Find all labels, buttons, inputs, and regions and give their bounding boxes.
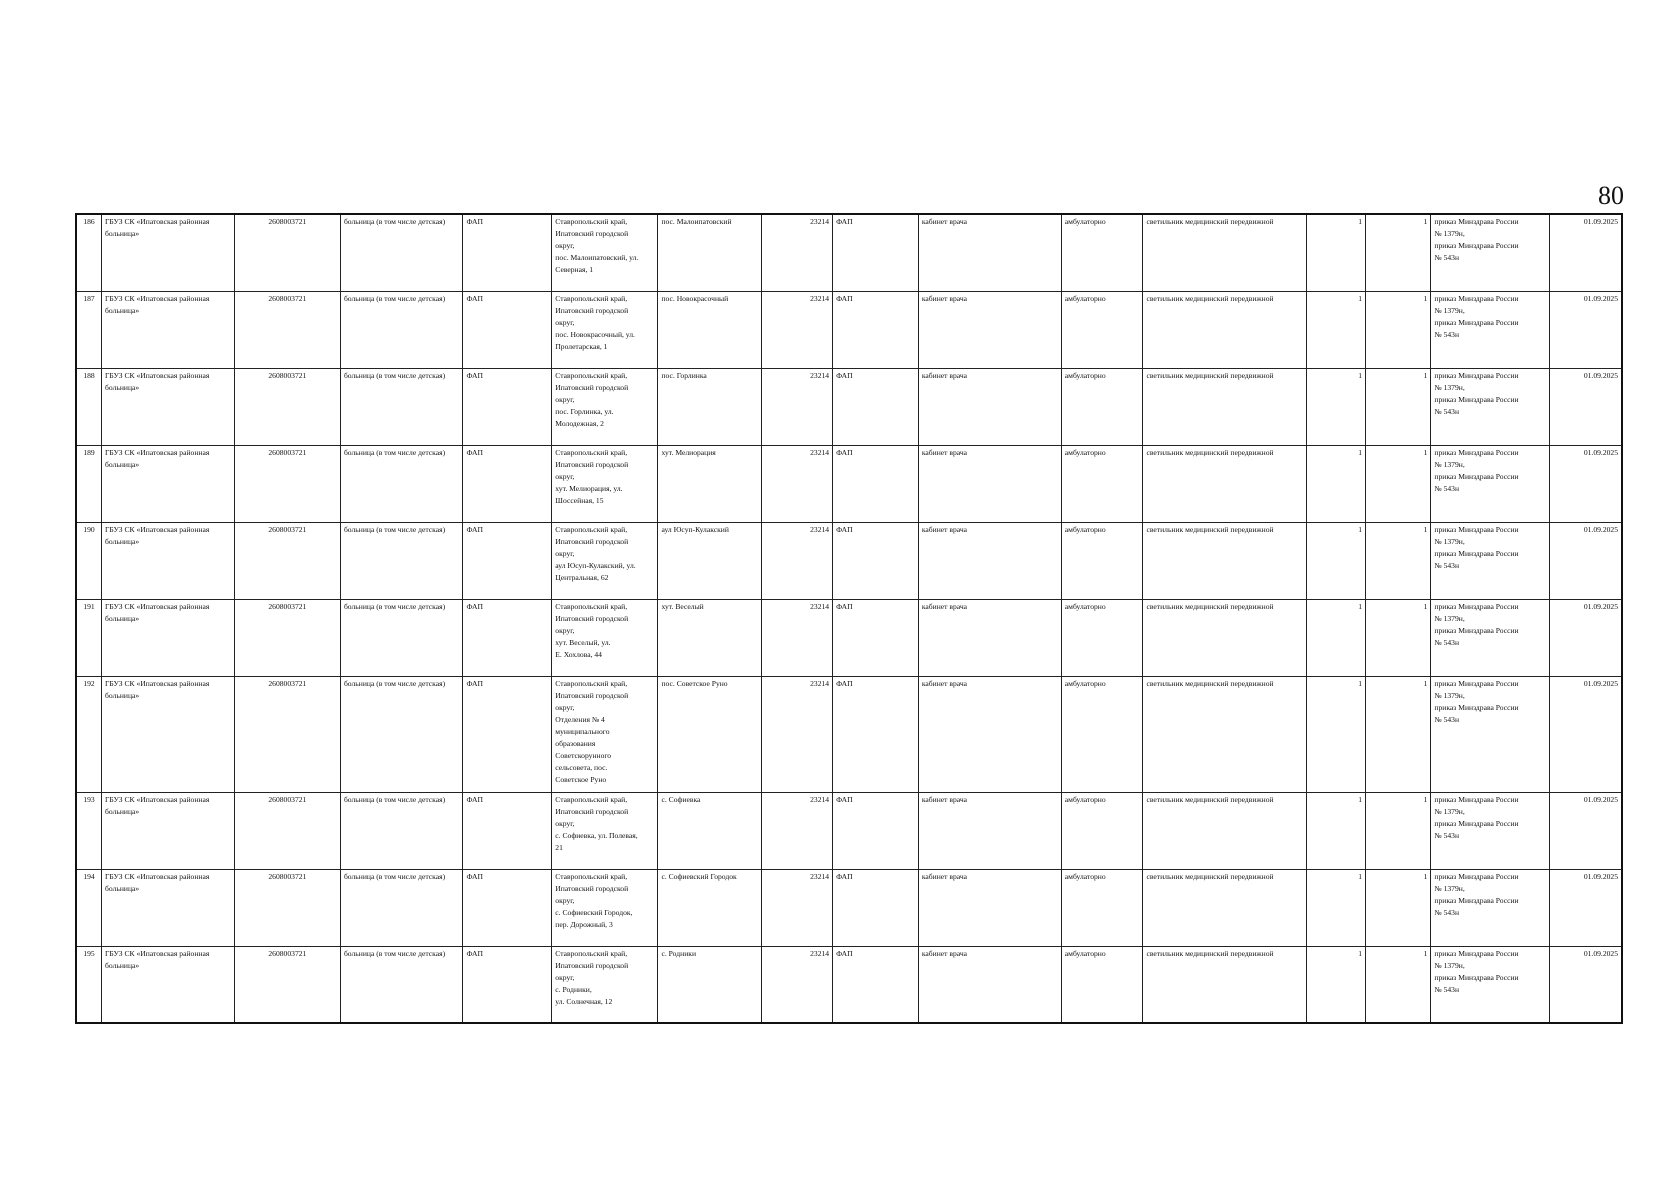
registry-table xyxy=(75,213,1623,1024)
address-line: округ, xyxy=(555,317,575,327)
qty-required: 1 xyxy=(1306,676,1365,792)
qty-required: 1 xyxy=(1306,792,1365,869)
room: кабинет врача xyxy=(918,792,1061,869)
institution-type: больница (в том числе детская) xyxy=(340,522,463,599)
care-mode: амбулаторно xyxy=(1061,676,1143,792)
row-number: 190 xyxy=(76,522,102,599)
row-number: 186 xyxy=(76,214,102,291)
qty-actual: 1 xyxy=(1366,445,1431,522)
row-number: 194 xyxy=(76,869,102,946)
due-date: 01.09.2025 xyxy=(1549,792,1622,869)
address-line: Молодежная, 2 xyxy=(555,418,604,428)
table-row xyxy=(76,214,1622,291)
row-number: 191 xyxy=(76,599,102,676)
table-row xyxy=(76,368,1622,445)
locality: хут. Мелиорация xyxy=(658,445,761,522)
legal-basis-line: № 1379н, xyxy=(1434,806,1465,816)
table-row xyxy=(76,599,1622,676)
care-mode: амбулаторно xyxy=(1061,291,1143,368)
legal-basis xyxy=(1431,869,1549,946)
organization-name: ГБУЗ СК «Ипатовская районная больница» xyxy=(102,946,235,1023)
address-line: Шоссейная, 15 xyxy=(555,495,604,505)
organization-name: ГБУЗ СК «Ипатовская районная больница» xyxy=(102,214,235,291)
address xyxy=(552,214,658,291)
okved-code: 23214 xyxy=(761,214,832,291)
due-date: 01.09.2025 xyxy=(1549,676,1622,792)
address-line: Ставропольский край, xyxy=(555,871,628,881)
row-number: 188 xyxy=(76,368,102,445)
address-line: округ, xyxy=(555,818,575,828)
qty-actual: 1 xyxy=(1366,946,1431,1023)
organization-name: ГБУЗ СК «Ипатовская районная больница» xyxy=(102,522,235,599)
address-line: хут. Мелиорация, ул. xyxy=(555,483,623,493)
unit-name: ФАП xyxy=(833,599,919,676)
equipment: светильник медицинский передвижной xyxy=(1143,792,1306,869)
unit-name: ФАП xyxy=(833,522,919,599)
locality: хут. Веселый xyxy=(658,599,761,676)
due-date: 01.09.2025 xyxy=(1549,368,1622,445)
qty-required: 1 xyxy=(1306,869,1365,946)
unit-type: ФАП xyxy=(463,368,552,445)
due-date: 01.09.2025 xyxy=(1549,291,1622,368)
legal-basis xyxy=(1431,214,1549,291)
equipment: светильник медицинский передвижной xyxy=(1143,869,1306,946)
organization-name: ГБУЗ СК «Ипатовская районная больница» xyxy=(102,599,235,676)
qty-required: 1 xyxy=(1306,946,1365,1023)
address-line: Ипатовский городской xyxy=(555,613,629,623)
unit-name: ФАП xyxy=(833,676,919,792)
room: кабинет врача xyxy=(918,368,1061,445)
address xyxy=(552,445,658,522)
legal-basis-line: № 543н xyxy=(1434,406,1460,416)
address-line: Отделения № 4 xyxy=(555,714,605,724)
okved-code: 23214 xyxy=(761,522,832,599)
institution-type: больница (в том числе детская) xyxy=(340,869,463,946)
locality: с. Родники xyxy=(658,946,761,1023)
qty-actual: 1 xyxy=(1366,676,1431,792)
organization-name: ГБУЗ СК «Ипатовская районная больница» xyxy=(102,445,235,522)
okved-code: 23214 xyxy=(761,869,832,946)
equipment: светильник медицинский передвижной xyxy=(1143,946,1306,1023)
legal-basis-line: № 1379н, xyxy=(1434,536,1465,546)
inn-code: 2608003721 xyxy=(234,599,340,676)
legal-basis-line: № 543н xyxy=(1434,637,1460,647)
legal-basis xyxy=(1431,676,1549,792)
unit-name: ФАП xyxy=(833,792,919,869)
room: кабинет врача xyxy=(918,522,1061,599)
institution-type: больница (в том числе детская) xyxy=(340,599,463,676)
institution-type: больница (в том числе детская) xyxy=(340,676,463,792)
legal-basis xyxy=(1431,368,1549,445)
due-date: 01.09.2025 xyxy=(1549,445,1622,522)
legal-basis-line: № 543н xyxy=(1434,830,1460,840)
address-line: округ, xyxy=(555,548,575,558)
locality: с. Софиевка xyxy=(658,792,761,869)
address-line: Ипатовский городской xyxy=(555,382,629,392)
address-line: аул Юсуп-Кулакский, ул. xyxy=(555,560,636,570)
organization-name: ГБУЗ СК «Ипатовская районная больница» xyxy=(102,368,235,445)
okved-code: 23214 xyxy=(761,368,832,445)
legal-basis-line: приказ Минздрава России xyxy=(1434,948,1519,958)
unit-type: ФАП xyxy=(463,522,552,599)
legal-basis-line: приказ Минздрава России xyxy=(1434,678,1519,688)
care-mode: амбулаторно xyxy=(1061,445,1143,522)
qty-actual: 1 xyxy=(1366,291,1431,368)
okved-code: 23214 xyxy=(761,946,832,1023)
legal-basis xyxy=(1431,522,1549,599)
equipment: светильник медицинский передвижной xyxy=(1143,599,1306,676)
legal-basis-line: № 1379н, xyxy=(1434,690,1465,700)
room: кабинет врача xyxy=(918,599,1061,676)
qty-actual: 1 xyxy=(1366,522,1431,599)
organization-name: ГБУЗ СК «Ипатовская районная больница» xyxy=(102,676,235,792)
address-line: округ, xyxy=(555,702,575,712)
address-line: с. Софиевка, ул. Полевая, xyxy=(555,830,638,840)
inn-code: 2608003721 xyxy=(234,676,340,792)
okved-code: 23214 xyxy=(761,676,832,792)
legal-basis-line: приказ Минздрава России xyxy=(1434,293,1519,303)
address-line: Ипатовский городской xyxy=(555,960,629,970)
address-line: Ставропольский край, xyxy=(555,524,628,534)
address-line: Ставропольский край, xyxy=(555,948,628,958)
okved-code: 23214 xyxy=(761,599,832,676)
address-line: Северная, 1 xyxy=(555,265,594,274)
inn-code: 2608003721 xyxy=(234,445,340,522)
organization-name: ГБУЗ СК «Ипатовская районная больница» xyxy=(102,792,235,869)
inn-code: 2608003721 xyxy=(234,214,340,291)
legal-basis-line: № 543н xyxy=(1434,907,1460,917)
legal-basis-line: приказ Минздрава России xyxy=(1434,818,1519,828)
table-row xyxy=(76,946,1622,1023)
address xyxy=(552,368,658,445)
address-line: ул. Солнечная, 12 xyxy=(555,996,613,1006)
legal-basis xyxy=(1431,599,1549,676)
address-line: Ставропольский край, xyxy=(555,293,628,303)
address-line: Советское Руно xyxy=(555,774,607,784)
institution-type: больница (в том числе детская) xyxy=(340,445,463,522)
due-date: 01.09.2025 xyxy=(1549,869,1622,946)
unit-name: ФАП xyxy=(833,445,919,522)
address xyxy=(552,522,658,599)
legal-basis xyxy=(1431,445,1549,522)
locality: пос. Советское Руно xyxy=(658,676,761,792)
legal-basis-line: № 1379н, xyxy=(1434,229,1465,238)
qty-required: 1 xyxy=(1306,291,1365,368)
address-line: образования xyxy=(555,738,596,748)
legal-basis-line: № 1379н, xyxy=(1434,883,1465,893)
legal-basis-line: приказ Минздрава России xyxy=(1434,471,1519,481)
address xyxy=(552,792,658,869)
legal-basis-line: № 543н xyxy=(1434,253,1460,262)
row-number: 193 xyxy=(76,792,102,869)
address xyxy=(552,291,658,368)
qty-actual: 1 xyxy=(1366,214,1431,291)
care-mode: амбулаторно xyxy=(1061,946,1143,1023)
unit-name: ФАП xyxy=(833,946,919,1023)
legal-basis-line: № 1379н, xyxy=(1434,960,1465,970)
room: кабинет врача xyxy=(918,676,1061,792)
care-mode: амбулаторно xyxy=(1061,214,1143,291)
room: кабинет врача xyxy=(918,291,1061,368)
address-line: с. Родники, xyxy=(555,984,592,994)
address-line: округ, xyxy=(555,471,575,481)
legal-basis-line: № 543н xyxy=(1434,329,1460,339)
locality: пос. Новокрасочный xyxy=(658,291,761,368)
legal-basis-line: № 1379н, xyxy=(1434,613,1465,623)
unit-type: ФАП xyxy=(463,599,552,676)
room: кабинет врача xyxy=(918,869,1061,946)
room: кабинет врача xyxy=(918,946,1061,1023)
table-row xyxy=(76,291,1622,368)
legal-basis-line: приказ Минздрава России xyxy=(1434,625,1519,635)
care-mode: амбулаторно xyxy=(1061,599,1143,676)
legal-basis-line: приказ Минздрава России xyxy=(1434,524,1519,534)
equipment: светильник медицинский передвижной xyxy=(1143,291,1306,368)
organization-name: ГБУЗ СК «Ипатовская районная больница» xyxy=(102,291,235,368)
legal-basis-line: приказ Минздрава России xyxy=(1434,317,1519,327)
institution-type: больница (в том числе детская) xyxy=(340,368,463,445)
unit-type: ФАП xyxy=(463,214,552,291)
table-row xyxy=(76,676,1622,792)
address-line: Ипатовский городской xyxy=(555,459,629,469)
table-row xyxy=(76,869,1622,946)
unit-name: ФАП xyxy=(833,869,919,946)
inn-code: 2608003721 xyxy=(234,522,340,599)
address xyxy=(552,676,658,792)
okved-code: 23214 xyxy=(761,445,832,522)
address xyxy=(552,599,658,676)
unit-type: ФАП xyxy=(463,792,552,869)
organization-name: ГБУЗ СК «Ипатовская районная больница» xyxy=(102,869,235,946)
table-row xyxy=(76,445,1622,522)
address-line: Ипатовский городской xyxy=(555,305,629,315)
institution-type: больница (в том числе детская) xyxy=(340,946,463,1023)
legal-basis-line: приказ Минздрава России xyxy=(1434,447,1519,457)
legal-basis-line: № 543н xyxy=(1434,483,1460,493)
legal-basis-line: приказ Минздрава России xyxy=(1434,601,1519,611)
legal-basis-line: приказ Минздрава России xyxy=(1434,217,1519,226)
legal-basis-line: № 1379н, xyxy=(1434,459,1465,469)
institution-type: больница (в том числе детская) xyxy=(340,214,463,291)
address-line: Ставропольский край, xyxy=(555,447,628,457)
due-date: 01.09.2025 xyxy=(1549,522,1622,599)
unit-type: ФАП xyxy=(463,676,552,792)
address-line: Центральная, 62 xyxy=(555,572,609,582)
address-line: Ипатовский городской xyxy=(555,229,629,238)
table-row xyxy=(76,792,1622,869)
legal-basis xyxy=(1431,946,1549,1023)
legal-basis-line: приказ Минздрава России xyxy=(1434,548,1519,558)
equipment: светильник медицинский передвижной xyxy=(1143,522,1306,599)
locality: пос. Горлинка xyxy=(658,368,761,445)
address-line: пос. Новокрасочный, ул. xyxy=(555,329,635,339)
care-mode: амбулаторно xyxy=(1061,792,1143,869)
inn-code: 2608003721 xyxy=(234,291,340,368)
inn-code: 2608003721 xyxy=(234,792,340,869)
address-line: округ, xyxy=(555,394,575,404)
row-number: 187 xyxy=(76,291,102,368)
unit-type: ФАП xyxy=(463,291,552,368)
unit-name: ФАП xyxy=(833,214,919,291)
address-line: округ, xyxy=(555,972,575,982)
unit-name: ФАП xyxy=(833,291,919,368)
legal-basis-line: приказ Минздрава России xyxy=(1434,702,1519,712)
legal-basis xyxy=(1431,792,1549,869)
address-line: муниципального xyxy=(555,726,610,736)
address-line: округ, xyxy=(555,241,575,250)
address xyxy=(552,869,658,946)
institution-type: больница (в том числе детская) xyxy=(340,291,463,368)
inn-code: 2608003721 xyxy=(234,869,340,946)
qty-actual: 1 xyxy=(1366,869,1431,946)
unit-type: ФАП xyxy=(463,445,552,522)
due-date: 01.09.2025 xyxy=(1549,214,1622,291)
okved-code: 23214 xyxy=(761,291,832,368)
legal-basis-line: № 1379н, xyxy=(1434,305,1465,315)
address-line: Ставропольский край, xyxy=(555,678,628,688)
address-line: округ, xyxy=(555,895,575,905)
institution-type: больница (в том числе детская) xyxy=(340,792,463,869)
unit-name: ФАП xyxy=(833,368,919,445)
address xyxy=(552,946,658,1023)
legal-basis-line: № 543н xyxy=(1434,984,1460,994)
qty-actual: 1 xyxy=(1366,792,1431,869)
legal-basis-line: приказ Минздрава России xyxy=(1434,871,1519,881)
care-mode: амбулаторно xyxy=(1061,522,1143,599)
unit-type: ФАП xyxy=(463,946,552,1023)
care-mode: амбулаторно xyxy=(1061,368,1143,445)
row-number: 195 xyxy=(76,946,102,1023)
legal-basis-line: приказ Минздрава России xyxy=(1434,394,1519,404)
qty-required: 1 xyxy=(1306,368,1365,445)
qty-required: 1 xyxy=(1306,214,1365,291)
due-date: 01.09.2025 xyxy=(1549,946,1622,1023)
registry-body xyxy=(76,214,1622,1023)
address-line: Ипатовский городской xyxy=(555,690,629,700)
legal-basis-line: приказ Минздрава России xyxy=(1434,794,1519,804)
inn-code: 2608003721 xyxy=(234,368,340,445)
qty-actual: 1 xyxy=(1366,599,1431,676)
qty-required: 1 xyxy=(1306,522,1365,599)
row-number: 192 xyxy=(76,676,102,792)
qty-required: 1 xyxy=(1306,445,1365,522)
equipment: светильник медицинский передвижной xyxy=(1143,214,1306,291)
address-line: Ипатовский городской xyxy=(555,536,629,546)
address-line: округ, xyxy=(555,625,575,635)
care-mode: амбулаторно xyxy=(1061,869,1143,946)
address-line: пос. Малоипатовский, ул. xyxy=(555,253,639,262)
equipment: светильник медицинский передвижной xyxy=(1143,676,1306,792)
address-line: сельсовета, пос. xyxy=(555,762,608,772)
address-line: Е. Хохлова, 44 xyxy=(555,649,602,659)
legal-basis-line: приказ Минздрава России xyxy=(1434,972,1519,982)
address-line: пер. Дорожный, 3 xyxy=(555,919,613,929)
address-line: Ставропольский край, xyxy=(555,370,628,380)
address-line: Ставропольский край, xyxy=(555,794,628,804)
page-number: 80 xyxy=(1598,181,1624,210)
locality: аул Юсуп-Кулакский xyxy=(658,522,761,599)
address-line: Ипатовский городской xyxy=(555,883,629,893)
due-date: 01.09.2025 xyxy=(1549,599,1622,676)
legal-basis-line: № 1379н, xyxy=(1434,382,1465,392)
qty-required: 1 xyxy=(1306,599,1365,676)
legal-basis-line: № 543н xyxy=(1434,560,1460,570)
address-line: Ипатовский городской xyxy=(555,806,629,816)
row-number: 189 xyxy=(76,445,102,522)
room: кабинет врача xyxy=(918,214,1061,291)
address-line: пос. Горлинка, ул. xyxy=(555,406,614,416)
address-line: Советскорунного xyxy=(555,750,612,760)
address-line: 21 xyxy=(555,842,563,852)
equipment: светильник медицинский передвижной xyxy=(1143,445,1306,522)
address-line: Ставропольский край, xyxy=(555,217,628,226)
legal-basis-line: приказ Минздрава России xyxy=(1434,895,1519,905)
qty-actual: 1 xyxy=(1366,368,1431,445)
locality: с. Софиевский Городок xyxy=(658,869,761,946)
okved-code: 23214 xyxy=(761,792,832,869)
legal-basis-line: № 543н xyxy=(1434,714,1460,724)
address-line: хут. Веселый, ул. xyxy=(555,637,611,647)
room: кабинет врача xyxy=(918,445,1061,522)
equipment: светильник медицинский передвижной xyxy=(1143,368,1306,445)
table-row xyxy=(76,522,1622,599)
legal-basis-line: приказ Минздрава России xyxy=(1434,241,1519,250)
unit-type: ФАП xyxy=(463,869,552,946)
legal-basis xyxy=(1431,291,1549,368)
legal-basis-line: приказ Минздрава России xyxy=(1434,370,1519,380)
address-line: Пролетарская, 1 xyxy=(555,341,608,351)
locality: пос. Малоипатовский xyxy=(658,214,761,291)
inn-code: 2608003721 xyxy=(234,946,340,1023)
address-line: с. Софиевский Городок, xyxy=(555,907,633,917)
address-line: Ставропольский край, xyxy=(555,601,628,611)
